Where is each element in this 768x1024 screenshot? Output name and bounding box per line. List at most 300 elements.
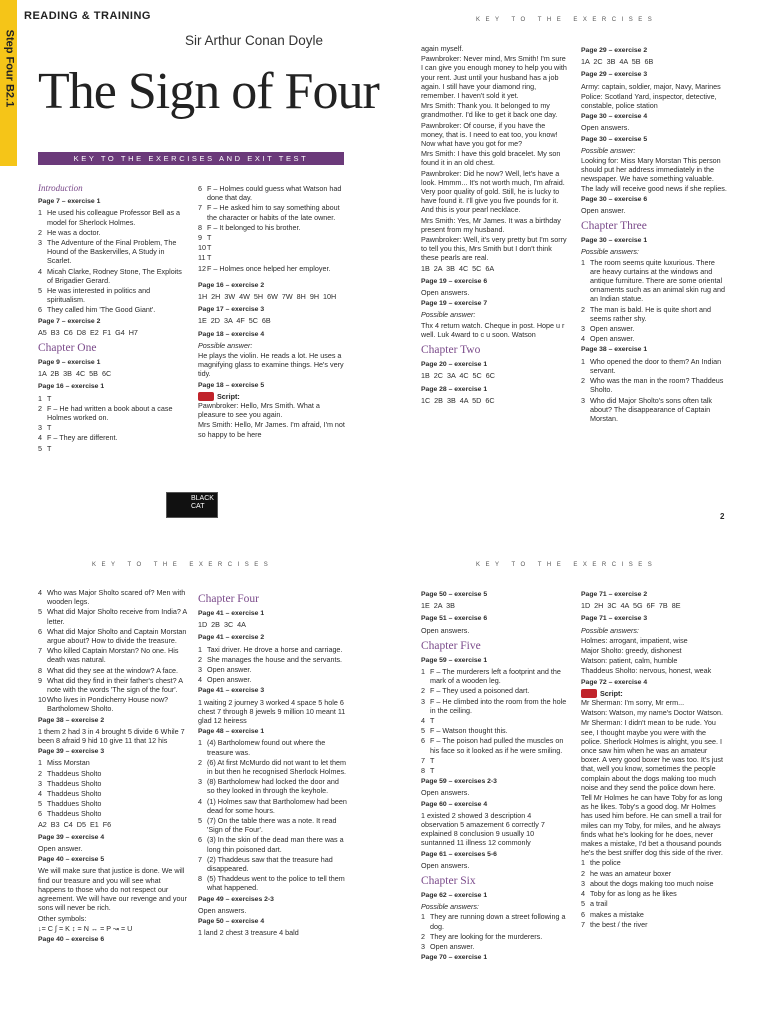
answer-text: What did they see at the window? A face. [47, 665, 179, 675]
numbered-answer [198, 855, 348, 873]
answer-text: Looking for: Miss Mary Morstan This person should put her address immediately in the newspaper. We have something valuable. The lady will receive good news if she replies. [581, 156, 727, 193]
key-header: KEY TO THE EXERCISES [92, 562, 274, 568]
exercise-heading: Page 7 – exercise 1 [38, 198, 101, 206]
answer-number: 8 [38, 665, 42, 675]
answer-note: Possible answer: [421, 310, 476, 320]
exercise-heading: Page 19 – exercise 6 [421, 277, 488, 285]
answer-text: Mrs Smith: Thank you. It belonged to my grandmother. I'd like to get it back one day. [421, 101, 558, 120]
answer-number: 3 [421, 696, 425, 706]
answer-text: (5) Thaddeus went to the police to tell them what happened. [207, 874, 345, 893]
numbered-answer [38, 607, 188, 625]
exercise-heading: Page 59 – exercises 2-3 [421, 778, 497, 786]
answer-text: Open answer. [590, 324, 635, 334]
answer-text: Thx 4 return watch. Cheque in post. Hope u r well. Luk 4ward to c u soon. Watson [421, 320, 565, 339]
answer-text: Police: Scotland Yard, inspector, detective, constable, police station [581, 91, 717, 111]
numbered-answer [38, 394, 188, 403]
answer-text: Who killed Captain Morstan? No one. His death was natural. [47, 646, 179, 665]
answer-text: F – The poison had pulled the muscles on his face so it looked as if he were smiling. [430, 736, 564, 755]
numbered-answer [421, 736, 569, 754]
answer-text: T [207, 243, 212, 253]
answer-number: 7 [421, 755, 425, 765]
answer-text: Who was Major Sholto scared of? Men with wooden legs. [47, 588, 186, 607]
answer-number: 2 [38, 403, 42, 413]
chapter-heading: Chapter Four [198, 593, 260, 605]
numbered-answer [38, 433, 188, 442]
exercise-heading: Page 59 – exercise 1 [421, 656, 488, 664]
answer-number: 4 [38, 433, 42, 443]
answer-key-line: 1B 2A 3B 4C 5C 6A [421, 263, 495, 273]
answer-text: Tell Mr Holmes he can have Toby for as long as he likes. Toby's a good dog. Mr Holmes has used him before. He can smell a trail for miles can my Toby, for miles, and he always finds what he's looking for he does, never makes a mistake, I'd bet a thousand pounds he's the best sniffer dog this side of the river. [581, 793, 723, 858]
numbered-answer [38, 228, 188, 237]
answer-number: 6 [38, 809, 42, 819]
answer-number: 4 [38, 789, 42, 799]
numbered-answer [581, 920, 727, 929]
answer-text: F – Holmes once helped her employer. [207, 263, 331, 273]
answer-number: 7 [198, 203, 202, 213]
answer-number: 3 [581, 324, 585, 334]
numbered-answer [421, 766, 569, 775]
answer-text: He used his colleague Professor Bell as a model for Sherlock Holmes. [47, 208, 181, 227]
answer-text: (2) Thaddeus saw that the treasure had disappeared. [207, 854, 333, 874]
script-label: Script: [217, 391, 240, 401]
page-number: 2 [720, 512, 725, 521]
key-banner: KEY TO THE EXERCISES AND EXIT TEST [38, 152, 344, 165]
numbered-answer [581, 357, 727, 375]
answer-number: 2 [198, 654, 202, 664]
answer-key-line: 1H 2H 3W 4W 5H 6W 7W 8H 9H 10H [198, 292, 337, 302]
answer-text: F – They used a poisoned dart. [430, 686, 530, 696]
exercise-heading: Page 39 – exercise 4 [38, 833, 105, 841]
answer-number: 3 [421, 942, 425, 952]
numbered-answer [421, 726, 569, 735]
exercise-heading: Page 30 – exercise 5 [581, 135, 648, 143]
exercise-heading: Page 16 – exercise 2 [198, 281, 265, 289]
answer-text: Thaddeus Sholto [47, 809, 102, 819]
answer-text: Major Sholto: greedy, dishonest [581, 646, 682, 656]
answer-text: (3) In the skin of the dead man there was a long thin poisoned dart. [207, 835, 344, 854]
answer-text: Mrs Smith: Hello, Mr James. I'm afraid, I'm not so happy to be here [198, 420, 345, 439]
numbered-answer [581, 258, 727, 304]
numbered-answer [581, 879, 727, 888]
answers-column-8 [581, 588, 727, 930]
answer-text: (6) At first McMurdo did not want to let them in but then he recognised Sherlock Holmes. [207, 757, 347, 777]
answer-text: Mrs Smith: I have this gold bracelet. My son found it in an old chest. [421, 149, 561, 168]
answer-number: 2 [38, 768, 42, 778]
numbered-answer [421, 697, 569, 715]
answer-number: 4 [198, 796, 202, 806]
answer-text: Mrs Smith: Yes, Mr James. It was a birthday present from my husband. [421, 215, 561, 234]
answer-number: 3 [581, 878, 585, 888]
answer-text: a trail [590, 899, 608, 909]
answer-text: the police [590, 858, 621, 868]
numbered-answer [581, 305, 727, 323]
exercise-heading: Page 41 – exercise 2 [198, 634, 265, 642]
answer-text: Thaddeus Sholto [47, 778, 102, 788]
answer-number: 7 [581, 919, 585, 929]
exercise-heading: Page 18 – exercise 4 [198, 330, 265, 338]
answer-text: Watson: patient, calm, humble [581, 656, 678, 666]
answer-text: Pawnbroker: Well, it's very pretty but I'm sorry to tell you this, Mrs Smith but I don't think these pearls are real. [421, 235, 567, 263]
answer-text: Open answer. [207, 675, 252, 685]
answer-number: 3 [198, 665, 202, 675]
answer-key-line: A2 B3 C4 D5 E1 F6 [38, 819, 112, 829]
answer-number: 1 [38, 393, 42, 403]
numbered-answer [198, 738, 348, 756]
answer-text: The man is bald. He is quite short and seems rather shy. [590, 304, 712, 323]
numbered-answer [38, 789, 188, 798]
answer-text: Open answers. [421, 288, 470, 298]
exercise-heading: Page 50 – exercise 5 [421, 591, 488, 598]
answer-number: 2 [421, 931, 425, 941]
numbered-answer [198, 816, 348, 834]
answer-note: Possible answers: [421, 902, 479, 912]
answer-number: 4 [38, 588, 42, 597]
answer-number: 4 [198, 675, 202, 685]
exercise-heading: Page 61 – exercises 5-6 [421, 850, 497, 858]
numbered-answer [198, 777, 348, 795]
answer-number: 6 [198, 835, 202, 845]
answers-column-6 [198, 588, 348, 939]
answer-text: Who opened the door to them? An Indian servant. [590, 356, 722, 375]
answer-number: 5 [38, 607, 42, 617]
answer-number: 9 [198, 233, 202, 243]
answer-text: T [207, 253, 212, 263]
numbered-answer [198, 253, 348, 262]
answer-text: Open answers. [421, 860, 470, 870]
answer-number: 5 [581, 899, 585, 909]
answer-note: Possible answer: [581, 145, 636, 155]
answer-text: Open answers. [581, 123, 630, 133]
numbered-answer [421, 912, 569, 930]
numbered-answer [38, 666, 188, 675]
answer-key-line: A5 B3 C6 D8 E2 F1 G4 H7 [38, 327, 138, 337]
numbered-answer [198, 874, 348, 892]
answer-text: He was interested in politics and spiritualism. [47, 286, 151, 305]
key-header: KEY TO THE EXERCISES [476, 562, 658, 568]
answer-text: Toby for as long as he likes [590, 889, 677, 899]
answer-text: F – The murderers left a footprint and the mark of a wooden leg. [430, 667, 561, 686]
exercise-heading: Page 62 – exercise 1 [421, 892, 488, 900]
answer-text: 1 land 2 chest 3 treasure 4 bald [198, 928, 299, 938]
answer-number: 4 [581, 334, 585, 344]
chapter-heading: Chapter Five [421, 639, 481, 652]
answer-number: 2 [581, 868, 585, 878]
exercise-heading: Page 7 – exercise 2 [38, 317, 101, 325]
answer-number: 5 [198, 816, 202, 826]
answer-text: Thaddeus Sholto: nervous, honest, weak [581, 666, 712, 676]
answer-number: 3 [581, 395, 585, 405]
answer-key-line: 1E 2A 3B [421, 601, 455, 611]
answer-text: F – He had written a book about a case Holmes worked on. [47, 403, 173, 423]
exercise-heading: Page 49 – exercises 2-3 [198, 895, 274, 903]
answer-number: 8 [198, 222, 202, 232]
numbered-answer [421, 932, 569, 941]
numbered-answer [198, 655, 348, 664]
answer-text: Mr Sherman: I didn't mean to be rude. You see, I thought maybe you were with the police. Sherlock Holmes is alright, you see. I once saw him when he was an amateur boxer. A very good boxer he was too. It's just that, well you know, sometimes the people complain about the dogs making too much noise and they send the police down here. [581, 718, 724, 792]
numbered-answer [198, 203, 348, 221]
answer-number: 1 [421, 912, 425, 922]
numbered-answer [38, 769, 188, 778]
script-label-row [581, 689, 727, 698]
exercise-heading: Page 17 – exercise 3 [198, 306, 265, 314]
answer-key-line: 1A 2C 3B 4A 5B 6B [581, 57, 654, 67]
answer-number: 4 [38, 266, 42, 276]
answer-number: 3 [38, 423, 42, 433]
numbered-answer [38, 758, 188, 767]
answer-text: Open answer. [38, 844, 83, 854]
series-label: READING & TRAINING [24, 10, 151, 22]
exercise-heading: Page 71 – exercise 2 [581, 591, 648, 598]
numbered-answer [421, 667, 569, 685]
answer-number: 5 [38, 443, 42, 453]
answers-column-3 [421, 44, 569, 409]
key-header: KEY TO THE EXERCISES [476, 17, 658, 23]
answer-text: again myself. [421, 44, 464, 53]
answer-text: Pawnbroker: Of course, if you have the money, that is. I need to eat too, you know! Now what have you got for me? [421, 120, 558, 149]
answer-text: 1 waiting 2 journey 3 worked 4 space 5 hole 6 chest 7 through 8 jewels 9 million 10 meant 11 glad 12 heiress [198, 697, 346, 726]
numbered-answer [38, 695, 188, 713]
chapter-heading: Chapter One [38, 342, 97, 355]
numbered-answer [38, 286, 188, 304]
script-label-row [198, 392, 348, 401]
answer-number: 2 [198, 757, 202, 767]
numbered-answer [38, 305, 188, 314]
numbered-answer [38, 444, 188, 453]
numbered-answer [198, 223, 348, 232]
answers-column-2 [198, 184, 348, 440]
answers-column-1 [38, 184, 188, 454]
numbered-answer [38, 799, 188, 808]
answer-text: They called him 'The Good Giant'. [47, 305, 156, 315]
spacer [198, 274, 348, 279]
numbered-answer [421, 942, 569, 951]
answer-text: Watson: Watson, my name's Doctor Watson. [581, 708, 723, 718]
answer-text: Thaddeus Sholto [47, 768, 102, 778]
answer-text: Thaddues Sholto [47, 799, 102, 809]
answer-text: F – He asked him to say something about the character or habits of the late owner. [207, 203, 340, 222]
numbered-answer [38, 809, 188, 818]
audio-icon [198, 392, 214, 401]
answer-text: T [47, 443, 52, 453]
numbered-answer [421, 716, 569, 725]
answer-number: 1 [198, 644, 202, 654]
exercise-heading: Page 16 – exercise 1 [38, 383, 105, 391]
numbered-answer [38, 588, 188, 606]
answer-text: T [430, 716, 435, 726]
answer-number: 2 [581, 304, 585, 314]
exercise-heading: Page 18 – exercise 5 [198, 381, 265, 389]
step-side-tab [0, 0, 17, 166]
answer-text: He plays the violin. He reads a lot. He uses a magnifying glass to examine things. He's very tidy. [198, 351, 344, 379]
answers-column-5 [38, 588, 188, 946]
answer-text: F – Watson thought this. [430, 726, 508, 736]
exercise-heading: Page 28 – exercise 1 [421, 385, 488, 393]
answer-note: Possible answers: [581, 247, 639, 257]
answer-text: he was an amateur boxer [590, 868, 672, 878]
exercise-heading: Page 70 – exercise 1 [421, 954, 488, 962]
answer-number: 1 [198, 738, 202, 748]
numbered-answer [38, 238, 188, 266]
answer-key-line: 1D 2B 3C 4A [198, 620, 246, 630]
answer-text: F – Holmes could guess what Watson had done that day. [207, 184, 342, 203]
answer-text: She manages the house and the servants. [207, 654, 343, 664]
answer-text: The room seems quite luxurious. There are heavy curtains at the windows and antique furniture. There are some oriental ornaments such as an animal skin rug and an Indian statue. [590, 257, 726, 304]
answer-key-line: 1C 2B 3B 4A 5D 6C [421, 395, 495, 405]
answer-number: 1 [581, 356, 585, 366]
answer-text: He was a doctor. [47, 227, 101, 237]
answer-number: 12 [198, 263, 206, 273]
chapter-heading: Chapter Six [421, 875, 476, 888]
answer-text: F – They are different. [47, 433, 118, 443]
answer-text: Micah Clarke, Rodney Stone, The Exploits of Brigadier Gerard. [47, 266, 182, 285]
answer-number: 6 [38, 305, 42, 315]
exercise-heading: Page 71 – exercise 3 [581, 615, 648, 623]
answer-text: Who was the man in the room? Thaddeus Sholto. [590, 376, 724, 395]
numbered-answer [198, 233, 348, 242]
answer-text: T [430, 766, 435, 776]
answer-text: (4) Bartholomew found out where the treasure was. [207, 738, 326, 757]
answer-text: about the dogs making too much noise [590, 878, 714, 888]
exercise-heading: Page 51 – exercise 6 [421, 615, 488, 623]
numbered-answer [581, 869, 727, 878]
numbered-answer [198, 797, 348, 815]
numbered-answer [421, 756, 569, 765]
answer-number: 10 [198, 243, 206, 253]
answer-text: Other symbols: [38, 913, 87, 923]
numbered-answer [198, 665, 348, 674]
answer-key-line: 1A 2B 3B 4C 5B 6C [38, 369, 112, 379]
answer-text: 1 them 2 had 3 in 4 brought 5 divide 6 While 7 been 8 afraid 9 hid 10 give 11 that 12 his [38, 726, 185, 746]
answer-number: 10 [38, 695, 46, 705]
author-name: Sir Arthur Conan Doyle [185, 33, 324, 48]
answer-number: 11 [198, 253, 206, 263]
book-title: The Sign of Four [38, 63, 379, 120]
answer-text: Open answer. [590, 334, 635, 344]
script-label: Script: [600, 688, 623, 698]
answer-text: Miss Morstan [47, 758, 90, 768]
answer-number: 3 [38, 778, 42, 788]
answer-number: 7 [198, 854, 202, 864]
exercise-heading: Page 38 – exercise 1 [581, 346, 648, 354]
exercise-heading: Page 20 – exercise 1 [421, 361, 488, 369]
numbered-answer [38, 627, 188, 645]
answer-text: Open answers. [421, 788, 470, 798]
numbered-answer [198, 675, 348, 684]
answer-text: (1) Holmes saw that Bartholomew had been dead for some hours. [207, 796, 347, 815]
answer-text: What did Major Sholto and Captain Morstan argue about? How to divide the treasure. [47, 626, 187, 646]
answer-text: Open answer. [581, 206, 626, 216]
exercise-heading: Page 50 – exercise 4 [198, 918, 265, 926]
numbered-answer [38, 779, 188, 788]
answer-text: Open answer. [207, 665, 252, 675]
answer-number: 1 [581, 257, 585, 267]
answer-number: 4 [581, 889, 585, 899]
answer-number: 1 [38, 758, 42, 768]
answer-text: T [430, 755, 435, 765]
exercise-heading: Page 19 – exercise 7 [421, 300, 488, 308]
numbered-answer [38, 423, 188, 432]
answer-key-line: 1B 2C 3A 4C 5C 6C [421, 371, 495, 381]
answer-number: 6 [581, 909, 585, 919]
numbered-answer [38, 208, 188, 226]
numbered-answer [198, 645, 348, 654]
answer-number: 9 [38, 675, 42, 685]
exercise-heading: Page 72 – exercise 4 [581, 678, 648, 686]
answer-text: Holmes: arrogant, impatient, wise [581, 635, 688, 645]
exercise-heading: Page 9 – exercise 1 [38, 359, 101, 367]
numbered-answer [581, 910, 727, 919]
side-tab-label: Step Four B2.1 [3, 29, 16, 108]
numbered-answer [581, 858, 727, 867]
answer-number: 2 [38, 227, 42, 237]
answer-text: 1 existed 2 showed 3 description 4 observation 5 amazement 6 correctly 7 explained 8 conclusion 9 usually 10 suntanned 11 illness 12 commonly [421, 810, 545, 848]
exercise-heading: Page 40 – exercise 5 [38, 856, 105, 864]
answer-text: the best / the river [590, 919, 648, 929]
answer-text: Taxi driver. He drove a horse and carriage. [207, 644, 343, 654]
exercise-heading: Page 48 – exercise 1 [198, 728, 265, 736]
answer-number: 3 [38, 238, 42, 248]
numbered-answer [421, 686, 569, 695]
answer-number: 5 [421, 726, 425, 736]
answer-text: Pawnbroker: Hello, Mrs Smith. What a pleasure to see you again. [198, 401, 320, 420]
answer-number: 6 [421, 736, 425, 746]
answer-text: Open answer. [430, 942, 475, 952]
answer-number: 3 [198, 777, 202, 787]
answer-note: Possible answers: [581, 625, 639, 635]
answer-text: ↓= C ∫ = K ↕ = N ↔ = P ↝ = U [38, 923, 133, 933]
answer-text: T [47, 393, 52, 403]
numbered-answer [581, 376, 727, 394]
black-cat-logo: BLACK CAT [166, 492, 218, 518]
chapter-heading: Chapter Two [421, 344, 481, 357]
answer-number: 6 [38, 626, 42, 636]
numbered-answer [38, 404, 188, 422]
answer-number: 6 [198, 184, 202, 193]
numbered-answer [198, 243, 348, 252]
answer-number: 8 [198, 874, 202, 884]
exercise-heading: Page 41 – exercise 1 [198, 610, 265, 617]
answer-number: 5 [38, 286, 42, 296]
exercise-heading: Page 30 – exercise 4 [581, 113, 648, 121]
numbered-answer [581, 899, 727, 908]
exercise-heading: Page 30 – exercise 6 [581, 195, 648, 203]
answer-text: F – He climbed into the room from the hole in the ceiling. [430, 696, 567, 715]
numbered-answer [581, 889, 727, 898]
answer-text: makes a mistake [590, 909, 644, 919]
numbered-answer [198, 184, 348, 202]
numbered-answer [38, 646, 188, 664]
answer-text: Who did Major Sholto's sons often talk about? The disappearance of Captain Morstan. [590, 395, 713, 423]
section-heading: Introduction [38, 183, 83, 193]
exercise-heading: Page 29 – exercise 3 [581, 71, 648, 79]
numbered-answer [581, 396, 727, 424]
answer-text: Pawnbroker: Did he now? Well, let's have a look. Hmmm... It's not worth much, I'm afraid. Very poor quality of gold. Still, he is lucky to have found it. I'll give you five pounds for it. And this is your pearl necklace. [421, 168, 565, 215]
answer-text: F – It belonged to his brother. [207, 222, 301, 232]
exercise-heading: Page 30 – exercise 1 [581, 237, 648, 245]
answer-text: They are running down a street following a dog. [430, 912, 566, 931]
exercise-heading: Page 40 – exercise 6 [38, 935, 105, 943]
exercise-heading: Page 39 – exercise 3 [38, 748, 105, 756]
numbered-answer [198, 264, 348, 273]
answer-number: 4 [421, 716, 425, 726]
numbered-answer [581, 334, 727, 343]
answer-number: 1 [581, 858, 585, 868]
numbered-answer [38, 267, 188, 285]
exercise-heading: Page 29 – exercise 2 [581, 47, 648, 54]
answer-text: T [47, 423, 52, 433]
answer-text: Open answers. [421, 625, 470, 635]
numbered-answer [198, 758, 348, 776]
